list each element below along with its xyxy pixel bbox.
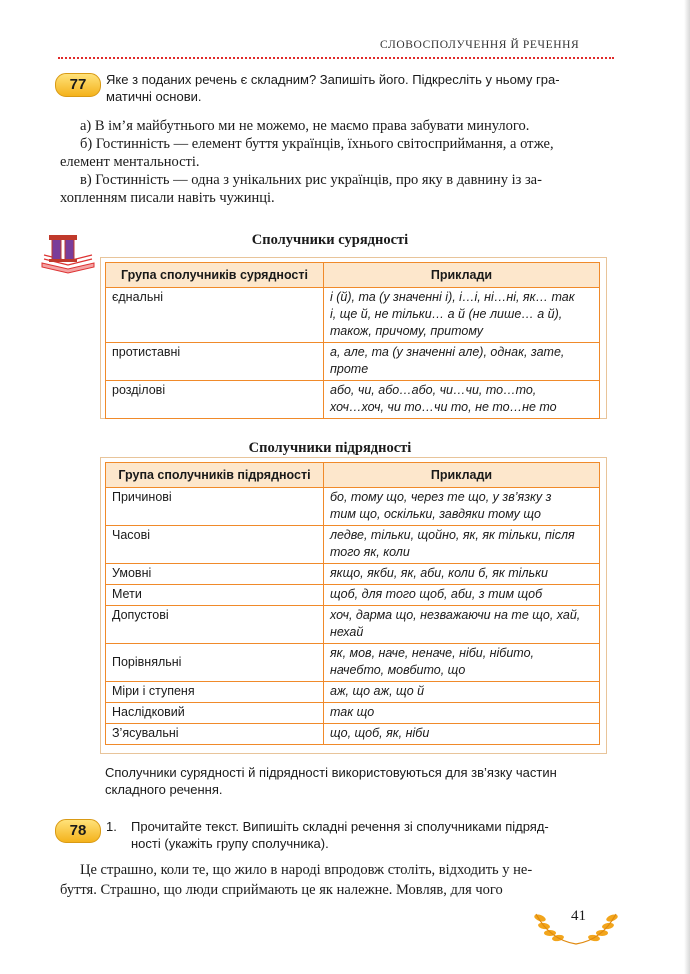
rule-book-icon [40,233,96,275]
group-cell: протиставні [106,343,324,381]
examples-cell [324,703,600,724]
table-row [106,564,600,585]
group-cell: Допустові [106,606,324,644]
table-row [106,585,600,606]
examples-cell [324,606,600,644]
examples-cell [324,343,600,381]
coordinating-conjunctions-table [105,262,600,419]
column-header: Група сполучників підрядності [106,463,324,488]
table-row [106,381,600,419]
examples-cell [324,682,600,703]
table-row [106,644,600,682]
group-cell: Часові [106,526,324,564]
page-number: 41 [571,908,586,924]
example-line: начебто, мовбито, що [330,663,466,677]
table-row [106,488,600,526]
group-cell: Мети [106,585,324,606]
example-line: так що [330,705,375,719]
example-line: бо, тому що, через те що, у зв’язку з [330,490,552,504]
option-c-cont: хопленням писали навіть чужинці. [60,190,275,206]
example-line: нехай [330,625,364,639]
table-header-row [106,263,600,288]
column-header: Приклади [324,463,600,488]
example-line: хоч, дарма що, незважаючи на те що, хай, [330,608,581,622]
task-77-badge: 77 [55,73,101,97]
example-line: хоч…хоч, чи то…чи то, не то…не то [330,400,557,414]
table-row [106,703,600,724]
example-line: проте [330,362,369,376]
column-header: Приклади [324,263,600,288]
running-head: СЛОВОСПОЛУЧЕННЯ Й РЕЧЕННЯ [380,39,580,51]
example-line: тим що, оскільки, завдяки тому що [330,507,541,521]
example-line: або, чи, або…або, чи…чи, то…то, [330,383,537,397]
table-header-row [106,463,600,488]
note-line: складного речення. [105,782,223,797]
example-line: і, ще й, не тільки… а й (не лише… а й), [330,307,563,321]
group-cell: Умовні [106,564,324,585]
examples-cell [324,585,600,606]
table-row [106,606,600,644]
example-line: аж, що аж, що й [330,684,425,698]
example-line: якщо, якби, як, аби, коли б, як тільки [330,566,548,580]
group-cell: Порівняльні [106,644,324,682]
table-row [106,343,600,381]
task-78-badge: 78 [55,819,101,843]
group-cell: Причинові [106,488,324,526]
table-row [106,526,600,564]
task-78-text [60,860,600,900]
option-b-cont: елемент ментальності. [60,154,200,170]
group-cell: З’ясувальні [106,724,324,745]
table-row [106,724,600,745]
examples-cell [324,724,600,745]
group-cell: розділові [106,381,324,419]
subordinating-conjunctions-table [105,462,600,745]
table-1-title: Сполучники сурядності [251,232,409,248]
examples-cell [324,288,600,343]
header-rule [58,57,614,59]
instruction-line: ності (укажіть групу сполучника). [131,836,329,851]
table-row [106,682,600,703]
example-line: також, причому, притому [330,324,484,338]
examples-cell [324,526,600,564]
group-cell: Міри і ступеня [106,682,324,703]
group-cell: Наслідковий [106,703,324,724]
task-77-options [60,117,600,207]
examples-cell [324,488,600,526]
table-row [106,288,600,343]
option-a: а) В ім’я майбутнього ми не можемо, не маємо права забувати минулого. [80,118,530,134]
example-line: щоб, для того щоб, аби, з тим щоб [330,587,543,601]
option-c: в) Гостинність — одна з унікальних рис українців, про яку в давнину із за- [80,172,542,188]
conjunctions-note [105,764,605,798]
task-77-instruction [106,71,606,105]
instruction-line: Прочитайте текст. Випишіть складні речення зі сполучниками підряд- [131,819,549,834]
table-2-title: Сполучники підрядності [248,440,412,456]
group-cell: єднальні [106,288,324,343]
page-edge-shadow [684,0,690,974]
task-78-item-number: 1. [106,819,117,834]
column-header: Група сполучників сурядності [106,263,324,288]
text-line: буття. Страшно, що люди сприймають це як належне. Мовляв, для чого [60,882,503,898]
task-78-instruction [131,818,601,852]
examples-cell [324,564,600,585]
example-line: і (й), та (у значенні і), і…і, ні…ні, як… так [330,290,575,304]
instruction-line: матичні основи. [106,89,202,104]
option-b: б) Гостинність — елемент буття українців, їхнього світосприймання, а отже, [80,136,554,152]
note-line: Сполучники сурядності й підрядності використовуються для зв’язку частин [105,765,557,780]
examples-cell [324,644,600,682]
example-line: як, мов, наче, неначе, ніби, нібито, [330,646,534,660]
examples-cell [324,381,600,419]
example-line: а, але, та (у значенні але), однак, зате, [330,345,565,359]
example-line: того як, коли [330,545,410,559]
instruction-line: Яке з поданих речень є складним? Запишіть його. Підкресліть у ньому гра- [106,72,560,87]
example-line: що, щоб, як, ніби [330,726,430,740]
text-line: Це страшно, коли те, що жило в народі впродовж століть, відходить у не- [80,862,533,878]
example-line: ледве, тільки, щойно, як, як тільки, після [330,528,575,542]
